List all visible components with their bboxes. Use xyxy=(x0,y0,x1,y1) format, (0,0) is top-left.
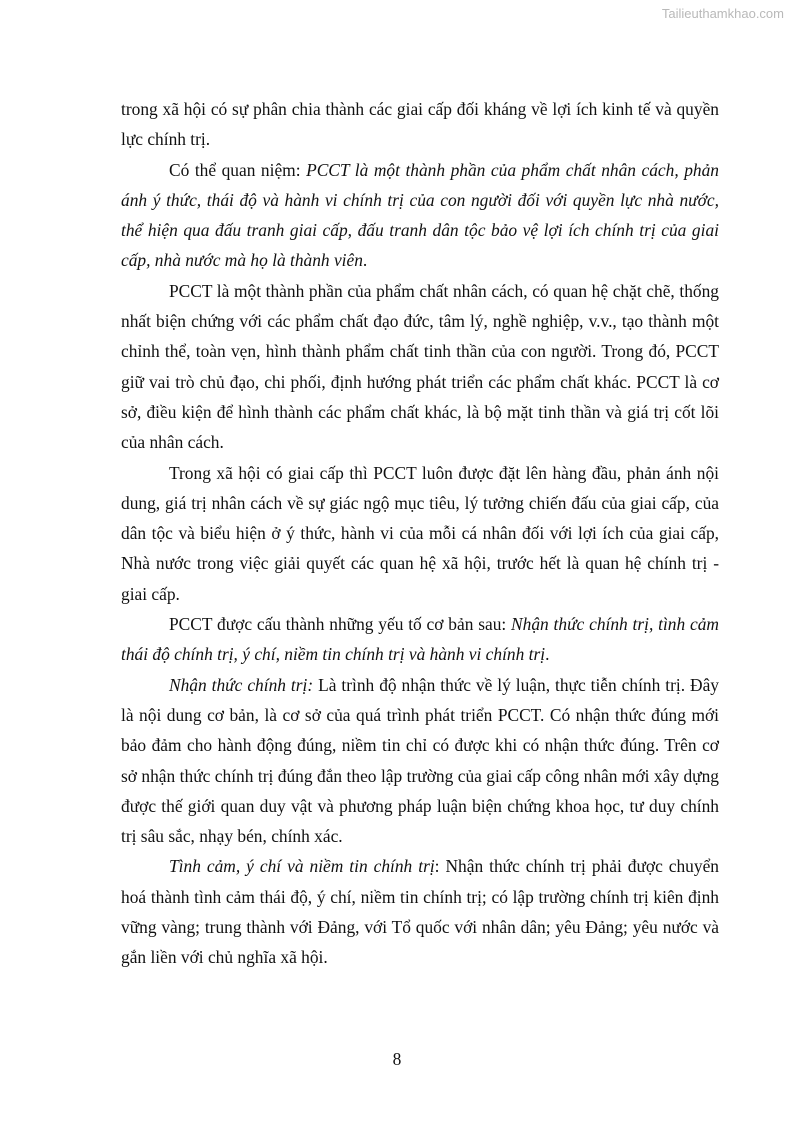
text-segment: Có thể quan niệm: xyxy=(169,159,307,180)
italic-text-segment: Nhận thức chính trị: xyxy=(169,674,314,695)
paragraph xyxy=(121,609,719,670)
italic-text-segment: PCCT là một thành phần của phẩm chất nhân cách, phản ánh ý thức, thái độ và hành vi chính trị của con người đối với quyền lực nhà nước, thể hiện qua đấu tranh giai cấp, đấu tranh dân tộc bảo vệ lợi ích chính trị của giai cấp, nhà nước mà họ là thành viên xyxy=(121,159,719,271)
text-segment: Là trình độ nhận thức về lý luận, thực tiễn chính trị. Đây là nội dung cơ bản, là cơ sở của quá trình phát triển PCCT. Có nhận thức đúng mới bảo đảm cho hành động đúng, niềm tin chỉ có được khi có nhận thức đúng. Trên cơ sở nhận thức chính trị đúng đắn theo lập trường của giai cấp công nhân mới xây dựng được thế giới quan duy vật và phương pháp luận biện chứng khoa học, tư duy chính trị sâu sắc, nhạy bén, chính xác. xyxy=(121,674,719,847)
text-segment: . xyxy=(545,644,550,665)
paragraph xyxy=(121,851,719,972)
text-segment: PCCT được cấu thành những yếu tố cơ bản sau: xyxy=(169,614,512,635)
text-segment: trong xã hội có sự phân chia thành các giai cấp đối kháng về lợi ích kinh tế và quyền lực chính trị. xyxy=(121,99,719,150)
italic-text-segment: Nhận thức chính trị, tình cảm thái độ chính trị, ý chí, niềm tin chính trị và hành vi chính trị xyxy=(121,614,719,665)
document-body xyxy=(121,94,719,973)
text-segment: PCCT là một thành phần của phẩm chất nhân cách, có quan hệ chặt chẽ, thống nhất biện chứng với các phẩm chất đạo đức, tâm lý, nghề nghiệp, v.v., tạo thành một chỉnh thể, toàn vẹn, hình thành phẩm chất tinh thần của con người. Trong đó, PCCT giữ vai trò chủ đạo, chi phối, định hướng phát triển các phẩm chất khác. PCCT là cơ sở, điều kiện để hình thành các phẩm chất khác, là bộ mặt tinh thần và giá trị cốt lõi của nhân cách. xyxy=(121,280,719,453)
paragraph xyxy=(121,458,719,609)
page-number: 8 xyxy=(392,1049,402,1069)
text-segment: Trong xã hội có giai cấp thì PCCT luôn được đặt lên hàng đầu, phản ánh nội dung, giá trị nhân cách về sự giác ngộ mục tiêu, lý tưởng chiến đấu của giai cấp, của dân tộc và biểu hiện ở ý thức, hành vi của mỗi cá nhân đối với lợi ích của giai cấp, Nhà nước trong việc giải quyết các quan hệ xã hội, trước hết là quan hệ chính trị - giai cấp. xyxy=(121,462,719,604)
paragraph xyxy=(121,670,719,852)
paragraph xyxy=(121,94,719,155)
text-segment: . xyxy=(362,250,368,271)
italic-text-segment: Tình cảm, ý chí và niềm tin chính trị xyxy=(169,856,435,877)
text-segment: : Nhận thức chính trị phải được chuyển hoá thành tình cảm thái độ, ý chí, niềm tin chính trị; có lập trường chính trị kiên định vững vàng; trung thành với Đảng, với Tổ quốc với nhân dân; yêu Đảng; yêu nước và gắn liền với chủ nghĩa xã hội. xyxy=(121,856,719,968)
paragraph xyxy=(121,155,719,276)
watermark: Tailieuthamkhao.com xyxy=(661,6,784,21)
paragraph xyxy=(121,276,719,458)
